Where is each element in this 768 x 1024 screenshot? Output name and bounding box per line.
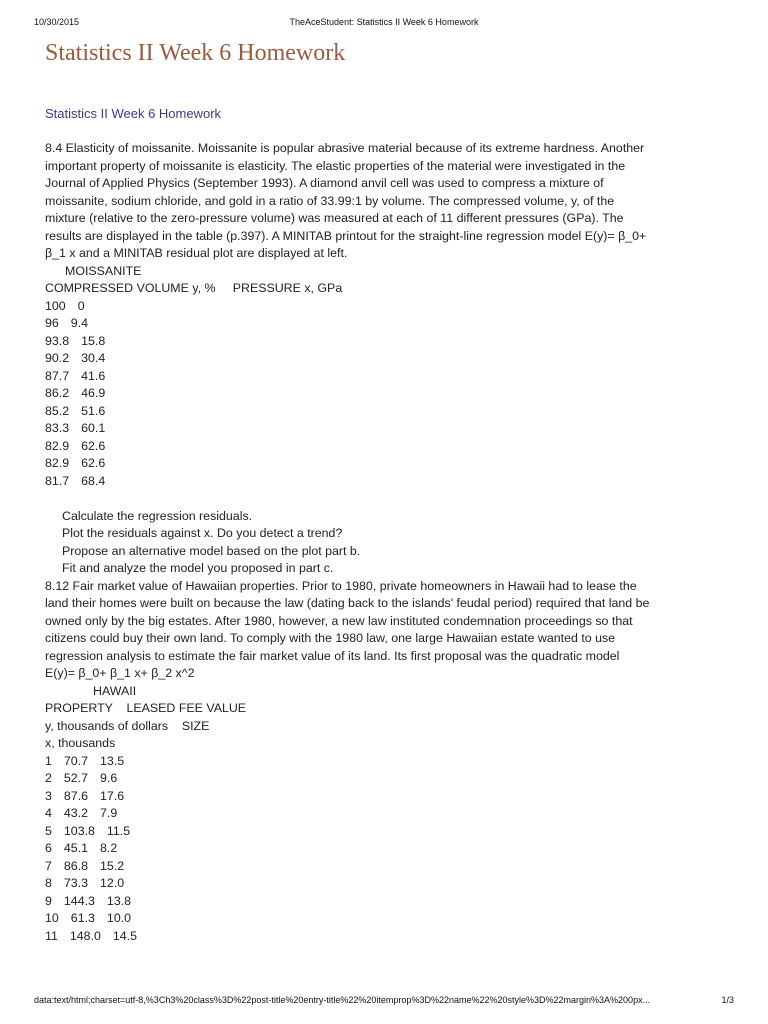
moissanite-table [45,298,655,491]
table-row: 4 43.2 7.9 [45,806,118,820]
table-row: 81.7 68.4 [45,473,106,488]
print-page-title: TheAceStudent: Statistics II Week 6 Homework [289,17,479,27]
question-b: Plot the residuals against x. Do you detect a trend? [62,526,343,540]
hawaii-table-header-1: PROPERTY LEASED FEE VALUE [45,701,247,715]
question-a: Calculate the regression residuals. [62,508,253,523]
table-row: 10 61.3 10.0 [45,911,132,925]
table-row: 3 87.6 17.6 [45,788,125,803]
table-row: 9 144.3 13.8 [45,893,132,908]
table-row: 90.2 30.4 [45,351,106,365]
question-d: Fit and analyze the model you proposed in part c. [62,561,334,575]
post-body [45,140,655,945]
moissanite-table-header: COMPRESSED VOLUME y, % PRESSURE x, GPa [45,281,343,295]
table-row: 2 52.7 9.6 [45,771,118,785]
table-row: 5 103.8 11.5 [45,823,131,838]
table-row: 6 45.1 8.2 [45,841,118,855]
table-row: 96 9.4 [45,316,89,330]
quadratic-model: E(y)= β_0+ β_1 x+ β_2 x^2 [45,666,195,680]
problem-8-4-paragraph: 8.4 Elasticity of moissanite. Moissanite is popular abrasive material because of its extreme hardness. Another important property of moissanite is elasticity. The elastic properties of the material were investigated in the Journal of Applied Physics (September 1993). A diamond anvil cell was used to compress a mixture of moissanite, sodium chloride, and gold in a ratio of 33.99:1 by volume. The compressed volume, y, of the mixture (relative to the zero-pressure volume) was measured at each of 11 different pressures (GPa). The results are displayed in the table (p.397). A MINITAB printout for the straight-line regression model E(y)= β_0+ β_1 x and a MINITAB residual plot are displayed at left. [45,141,647,260]
table-row: 86.2 46.9 [45,386,106,400]
table-row: 93.8 15.8 [45,333,106,348]
table-row: 11 148.0 14.5 [45,928,138,943]
post-subtitle: Statistics II Week 6 Homework [45,106,222,121]
print-date: 10/30/2015 [34,17,80,27]
table-row: 1 70.7 13.5 [45,753,125,768]
hawaii-table [45,753,655,946]
table-row: 100 0 [45,298,85,313]
spacer [45,490,655,508]
print-footer [34,995,734,1009]
table-row: 7 86.8 15.2 [45,858,125,873]
print-url: data:text/html;charset=utf-8,%3Ch3%20class%3D%22post-title%20entry-title%22%20itemprop%3D%22name%22%20style%3D%22margin%3A%200px... [34,995,651,1005]
page-number: 1/3 [721,995,734,1005]
table-row: 82.9 62.6 [45,438,106,453]
moissanite-table-title: MOISSANITE [65,263,142,278]
table-row: 87.7 41.6 [45,368,106,383]
hawaii-table-title: HAWAII [93,683,137,698]
hawaii-table-header-2: y, thousands of dollars SIZE [45,718,210,733]
problem-8-12-paragraph: 8.12 Fair market value of Hawaiian properties. Prior to 1980, private homeowners in Hawaii had to lease the land their homes were built on because the law (dating back to the islands' feudal period) required that land be owned only by the big estates. After 1980, however, a new law instituted condemnation proceedings so that citizens could buy their own land. To comply with the 1980 law, one large Hawaiian estate wanted to use regression analysis to estimate the fair market value of its land. Its first proposal was the quadratic model [45,578,650,663]
table-row: 82.9 62.6 [45,456,106,470]
print-header [34,17,734,31]
table-row: 83.3 60.1 [45,421,106,435]
question-c: Propose an alternative model based on the plot part b. [62,543,361,558]
table-row: 85.2 51.6 [45,403,106,418]
post-title[interactable]: Statistics II Week 6 Homework [45,40,346,66]
table-row: 8 73.3 12.0 [45,876,125,890]
hawaii-table-header-3: x, thousands [45,736,116,750]
